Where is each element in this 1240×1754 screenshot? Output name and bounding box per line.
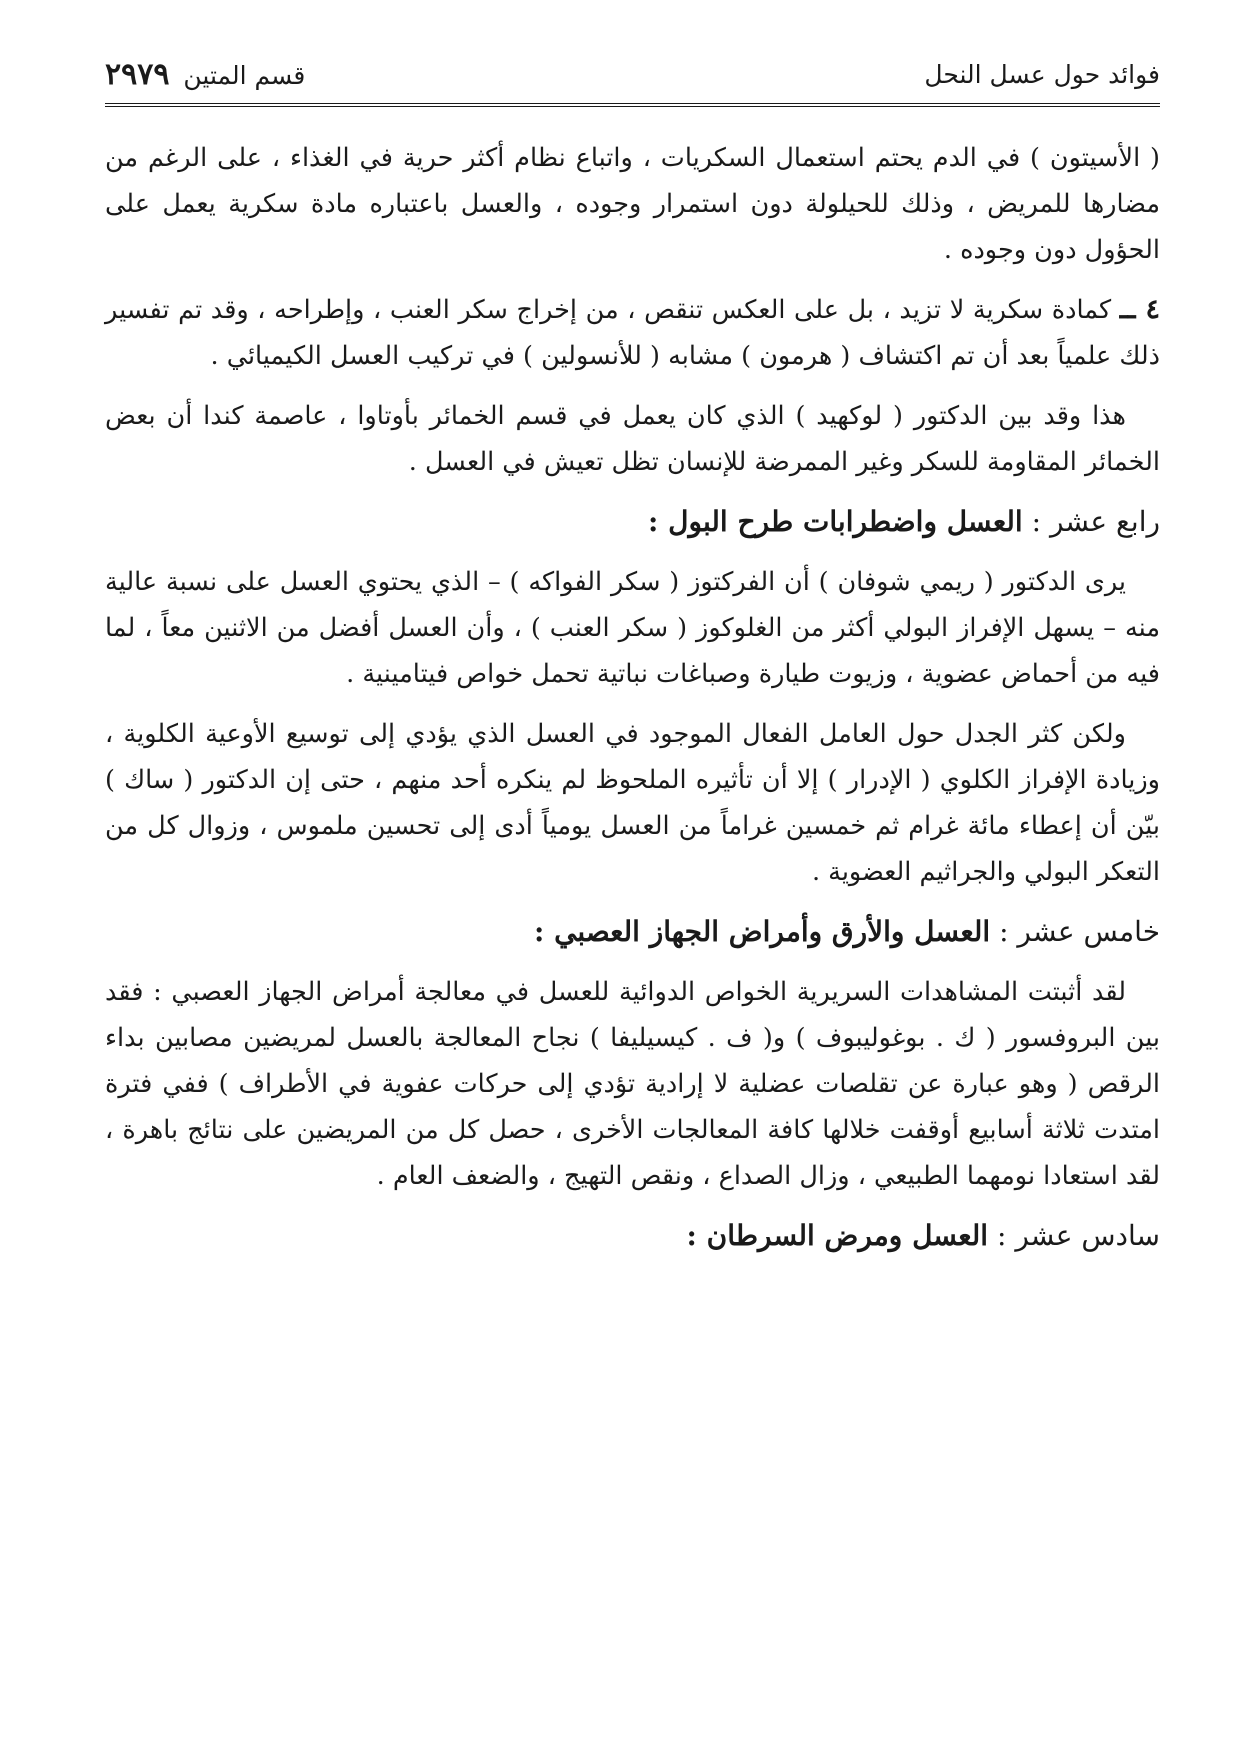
paragraph: يرى الدكتور ( ريمي شوفان ) أن الفركتوز ( سكر الفواكه ) – الذي يحتوي العسل على نسبة عالية منه – يسهل الإفراز البولي أكثر من الغلوكوز ( سكر العنب ) ، وأن العسل أفضل من الاثنين معاً ، لما فيه من أحماض عضوية ، وزيوت طيارة وصباغات نباتية تحمل خواص فيتامينية . — [105, 567, 1160, 689]
running-header — [105, 55, 1160, 95]
section-title: العسل والأرق وأمراض الجهاز العصبي : — [533, 915, 991, 948]
header-title: فوائد حول عسل النحل — [924, 60, 1160, 89]
paragraph: ولكن كثر الجدل حول العامل الفعال الموجود في العسل الذي يؤدي إلى توسيع الأوعية الكلوية ، وزيادة الإفراز الكلوي ( الإدرار ) إلا أن تأثيره الملحوظ لم ينكره أحد منهم ، حتى إن الدكتور ( ساك ) بيّن أن إعطاء مائة غرام ثم خمسين غراماً من العسل يومياً أدى إلى تحسين ملموس ، وزوال كل من التعكر البولي والجراثيم العضوية . — [105, 719, 1160, 887]
paragraph: هذا وقد بين الدكتور ( لوكهيد ) الذي كان يعمل في قسم الخمائر بأوتاوا ، عاصمة كندا أن بعض الخمائر المقاومة للسكر وغير الممرضة للإنسان تظل تعيش في العسل . — [105, 401, 1160, 477]
header-section: قسم المتين — [183, 61, 306, 90]
paragraph: لقد أثبتت المشاهدات السريرية الخواص الدوائية للعسل في معالجة أمراض الجهاز العصبي : فقد بين البروفسور ( ك . بوغوليبوف ) و( ف . كيسيليفا ) نجاح المعالجة بالعسل لمريضين مصابين بداء الرقص ( وهو عبارة عن تقلصات عضلية لا إرادية تؤدي إلى حركات عفوية في الأطراف ) ففي فترة امتدت ثلاثة أسابيع أوقفت خلالها كافة المعالجات الأخرى ، حصل كل من المريضين على نتائج باهرة ، لقد استعادا نومهما الطبيعي ، وزال الصداع ، ونقص التهيج ، والضعف العام . — [105, 977, 1160, 1191]
section-heading — [105, 499, 1160, 545]
section-heading — [105, 909, 1160, 955]
paragraph: ( الأسيتون ) في الدم يحتم استعمال السكريات ، واتباع نظام أكثر حرية في الغذاء ، على الرغم من مضارها للمريض ، وذلك للحيلولة دون استمرار وجوده ، والعسل باعتباره مادة سكرية يعمل على الحؤول دون وجوده . — [105, 143, 1160, 265]
section-heading — [105, 1213, 1160, 1259]
paragraph-text: كمادة سكرية لا تزيد ، بل على العكس تنقص ، من إخراج سكر العنب ، وإطراحه ، وقد تم تفسير ذلك علمياً بعد أن تم اكتشاف ( هرمون ) مشابه ( للأنسولين ) في تركيب العسل الكيميائي . — [105, 295, 1160, 371]
header-page-info — [105, 59, 305, 92]
page-number: ٢٩٧٩ — [105, 57, 170, 92]
section-title: العسل ومرض السرطان : — [686, 1219, 989, 1252]
item-number: ٤ ــ — [1119, 294, 1160, 325]
section-ordinal: رابع عشر : — [1031, 505, 1160, 538]
paragraph-numbered — [105, 287, 1160, 379]
header-divider — [105, 103, 1160, 107]
section-ordinal: سادس عشر : — [996, 1219, 1160, 1252]
section-ordinal: خامس عشر : — [999, 915, 1160, 948]
section-title: العسل واضطرابات طرح البول : — [648, 505, 1023, 538]
page-body — [105, 135, 1160, 1273]
